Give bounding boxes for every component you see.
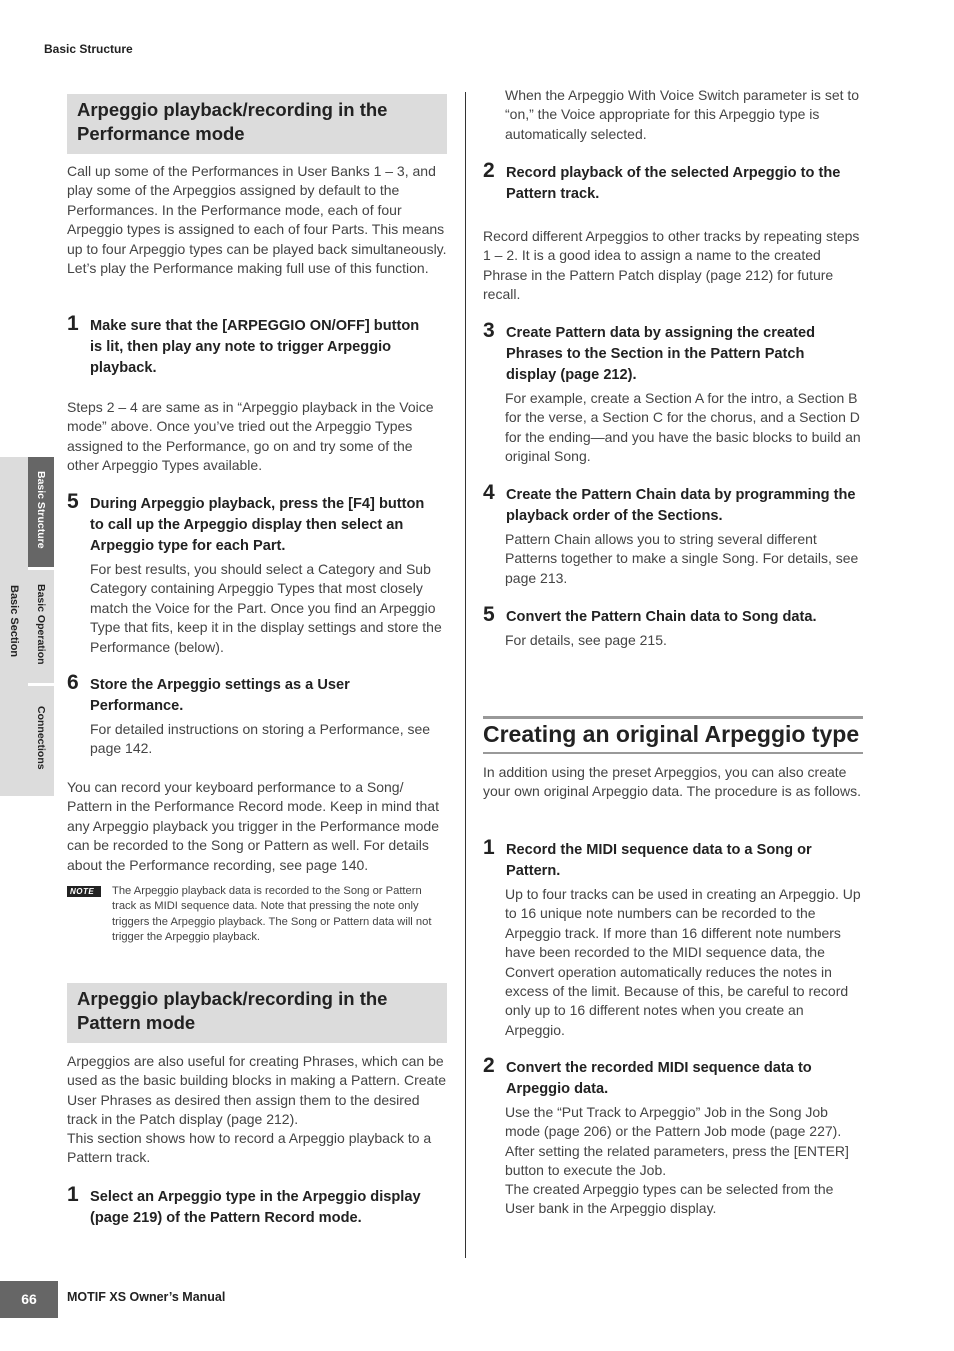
side-tab-section-label: Basic Section — [8, 585, 20, 658]
step-number: 2 — [483, 159, 495, 182]
perf-step-6-body: For detailed instructions on storing a Performance, see page 142. — [90, 721, 431, 757]
step-number: 4 — [483, 481, 495, 504]
step-number: 1 — [67, 312, 79, 335]
side-tab-label: Connections — [35, 706, 47, 770]
pattern-step-5-body: For details, see page 215. — [505, 632, 667, 648]
performance-mode-heading: Arpeggio playback/recording in the Performance mode — [67, 94, 447, 154]
pattern-step-3-body: For example, create a Section A for the intro, a Section B for the verse, a Section C for the chorus, and a Section D for the ending—and you have the basic blocks to build an original Song. — [505, 390, 861, 465]
create-step-2-body-2: The created Arpeggio types can be selected from the User bank in the Arpeggio display. — [505, 1181, 834, 1217]
pattern-intro-paragraph: Arpeggios are also useful for creating Phrases, which can be used as the basic building blocks in making a Pattern. Create User Phrases as desired then assign them to the desired track in the Patch display (page 212). — [67, 1053, 446, 1128]
note-icon: NOTE — [67, 886, 101, 897]
step-number: 3 — [483, 319, 495, 342]
step-title: Create the Pattern Chain data by programming the playback order of the Sections. — [506, 487, 856, 524]
repeat-paragraph: Record different Arpeggios to other tracks by repeating steps 1 – 2. It is a good idea to assign a name to the created Phrase in the Pattern Patch display (page 212) for future recall. — [483, 228, 860, 303]
pattern-step-4-body: Pattern Chain allows you to string several different Patterns together to make a single Song. For details, see page 213. — [505, 531, 859, 586]
side-tab-basic-structure[interactable] — [28, 457, 54, 567]
step-number: 5 — [67, 490, 79, 513]
step-number: 1 — [67, 1183, 79, 1206]
performance-record-paragraph: You can record your keyboard performance to a Song/ Pattern in the Performance Record mode. Keep in mind that any Arpeggio playback you trigger in the Performance mode can be recorded to the Song or Pattern as well. For details about the Performance recording, see page 140. — [67, 779, 439, 873]
step-title: Record playback of the selected Arpeggio to the Pattern track. — [506, 165, 841, 202]
step-title: During Arpeggio playback, press the [F4] button to call up the Arpeggio display then select an Arpeggio type for each Part. — [90, 496, 425, 554]
side-tab-basic-operation[interactable] — [28, 570, 54, 683]
step-number: 5 — [483, 603, 495, 626]
step-number: 6 — [67, 671, 79, 694]
step-title: Store the Arpeggio settings as a User Performance. — [90, 677, 350, 714]
running-header: Basic Structure — [44, 42, 133, 56]
step-title: Make sure that the [ARPEGGIO ON/OFF] button is lit, then play any note to trigger Arpeggio playback. — [90, 318, 420, 376]
footer-manual-title: MOTIF XS Owner’s Manual — [67, 1290, 226, 1304]
steps-note-paragraph: Steps 2 – 4 are same as in “Arpeggio playback in the Voice mode” above. Once you’ve tried out the Arpeggio Types assigned to the Performance, go on and try some of the other Arpeggio Types available. — [67, 399, 434, 474]
heading-rule-bottom — [483, 752, 863, 754]
pattern-intro-paragraph-2: This section shows how to record a Arpeggio playback to a Pattern track. — [67, 1130, 432, 1166]
page-number: 66 — [0, 1281, 58, 1318]
perf-step-5-body: For best results, you should select a Category and Sub Category containing Arpeggio Types that most closely match the Voice for the Part. Once you find an Arpeggio Type that fits, keep it in the display settings and store the Performance (below). — [90, 561, 442, 655]
side-tab-connections[interactable] — [28, 686, 54, 796]
create-arpeggio-heading: Creating an original Arpeggio type — [483, 721, 860, 747]
create-step-1-body: Up to four tracks can be used in creating an Arpeggio. Up to 16 unique note numbers can be recorded to the Arpeggio track. If more than 16 different note numbers have been recorded to the MIDI sequence data, the Convert operation automatically reduces the notes in excess of the limit. Because of this, be careful to record only up to 16 different notes when you create an Arpeggio. — [505, 886, 861, 1038]
note-text: The Arpeggio playback data is recorded to the Song or Pattern track as MIDI sequence data. Note that pressing the note only triggers the Arpeggio playback. The Song or Pattern data will not trigger the Arpeggio playback. — [112, 885, 432, 944]
step-number: 2 — [483, 1054, 495, 1077]
step-title: Record the MIDI sequence data to a Song or Pattern. — [506, 842, 812, 879]
pattern-mode-heading: Arpeggio playback/recording in the Pattern mode — [67, 983, 447, 1043]
column-divider — [465, 92, 466, 1258]
create-step-2-body: Use the “Put Track to Arpeggio” Job in the Song Job mode (page 206) or the Pattern Job mode (page 227). After setting the related parameters, press the [ENTER] button to execute the Job. — [505, 1104, 849, 1179]
create-intro-paragraph: In addition using the preset Arpeggios, you can also create your own original Arpeggio data. The procedure is as follows. — [483, 764, 861, 800]
side-tab-label: Basic Structure — [35, 471, 47, 549]
step-title: Convert the Pattern Chain data to Song data. — [506, 609, 817, 625]
side-tab-label: Basic Operation — [35, 584, 47, 665]
step-number: 1 — [483, 836, 495, 859]
step-title: Select an Arpeggio type in the Arpeggio display (page 219) of the Pattern Record mode. — [90, 1189, 421, 1226]
performance-intro-paragraph: Call up some of the Performances in User Banks 1 – 3, and play some of the Arpeggios assigned by default to the Performances. In the Performance mode, each of four Arpeggio types is assigned to each of four Parts. This means up to four Arpeggio types can be played back simultaneously. Let’s play the Performance making full use of this function. — [67, 163, 447, 277]
step-title: Convert the recorded MIDI sequence data to Arpeggio data. — [506, 1060, 812, 1097]
step-title: Create Pattern data by assigning the created Phrases to the Section in the Pattern Patch display (page 212). — [506, 325, 815, 383]
voice-switch-paragraph: When the Arpeggio With Voice Switch parameter is set to “on,” the Voice appropriate for this Arpeggio type is automatically selected. — [505, 87, 860, 142]
